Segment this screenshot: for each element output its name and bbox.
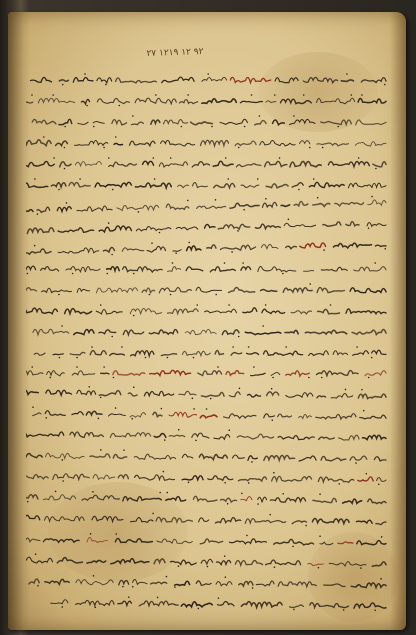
handwritten-line [26,324,388,338]
page-edge [390,12,406,630]
handwritten-line [26,135,388,149]
handwritten-line [26,282,388,296]
handwritten-line [26,194,388,216]
handwritten-line [26,365,388,379]
water-stain [48,482,188,582]
handwritten-line [26,236,388,258]
handwritten-line [26,177,388,191]
handwritten-line [26,303,388,317]
handwritten-line [26,261,388,275]
marginal-header-note: ٩٢ ١٢ ١٢١٩ ٢٧ [146,47,204,59]
handwritten-line [26,405,388,423]
manuscript-page [8,12,406,630]
handwritten-line [26,215,388,237]
text-line [8,12,9,13]
handwritten-line [26,447,388,465]
handwritten-line [26,385,388,403]
handwritten-line [26,468,388,486]
handwritten-line [26,345,388,359]
handwritten-line [26,426,388,444]
handwritten-line [26,156,388,170]
binding-edge [8,12,30,630]
water-stain [308,532,398,622]
water-stain [258,52,378,132]
